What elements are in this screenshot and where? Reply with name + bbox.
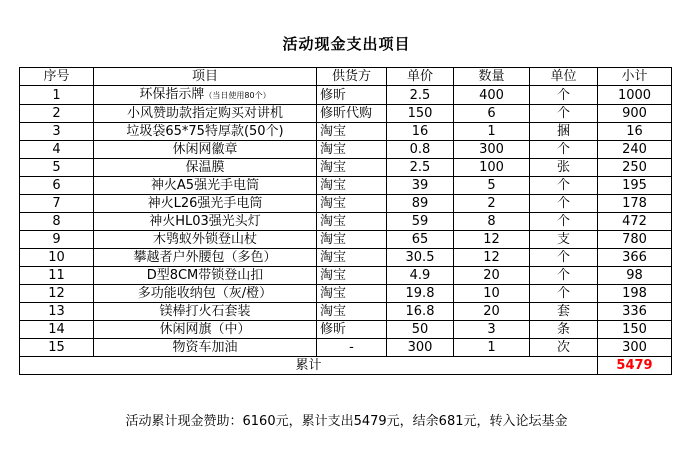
cell-price: 0.8 [387, 141, 454, 159]
cell-subtotal: 366 [598, 249, 672, 267]
cell-item [94, 141, 317, 159]
table-row [20, 213, 672, 231]
cell-subtotal: 780 [598, 231, 672, 249]
cell-subtotal: 900 [598, 105, 672, 123]
total-label: 累计 [20, 357, 598, 375]
table-row [20, 141, 672, 159]
item-name: D型8CM带锁登山扣 [146, 268, 264, 283]
cell-no: 12 [20, 285, 94, 303]
item-name: 神火HL03强光头灯 [149, 214, 261, 229]
cell-item [94, 321, 317, 339]
item-name: 多功能收纳包（灰/橙） [137, 286, 273, 301]
cell-item [94, 339, 317, 357]
cell-no: 7 [20, 195, 94, 213]
cell-unit: 个 [530, 195, 598, 213]
cell-price: 59 [387, 213, 454, 231]
table-row [20, 159, 672, 177]
cell-unit: 个 [530, 249, 598, 267]
table-row [20, 123, 672, 141]
table-row [20, 105, 672, 123]
cell-supplier: 淘宝 [317, 123, 387, 141]
cell-no: 6 [20, 177, 94, 195]
cell-qty: 100 [454, 159, 530, 177]
cell-subtotal: 16 [598, 123, 672, 141]
cell-unit: 支 [530, 231, 598, 249]
item-name: 小风赞助款指定购买对讲机 [126, 106, 283, 121]
cell-price: 2.5 [387, 159, 454, 177]
table-row [20, 195, 672, 213]
cell-unit: 个 [530, 285, 598, 303]
item-note: （当日使用80个） [204, 91, 271, 100]
cell-subtotal: 472 [598, 213, 672, 231]
table-row [20, 231, 672, 249]
item-name: 木鸮蚁外锁登山杖 [152, 232, 257, 247]
cell-unit: 个 [530, 177, 598, 195]
table-row [20, 303, 672, 321]
cell-item [94, 249, 317, 267]
cell-supplier: 淘宝 [317, 303, 387, 321]
cell-supplier: 淘宝 [317, 249, 387, 267]
cell-supplier: 修昕 [317, 321, 387, 339]
cell-supplier: 淘宝 [317, 141, 387, 159]
cell-unit: 个 [530, 86, 598, 105]
cell-item [94, 303, 317, 321]
cell-supplier: 淘宝 [317, 177, 387, 195]
cell-item [94, 177, 317, 195]
cell-price: 30.5 [387, 249, 454, 267]
cell-supplier: 修昕代购 [317, 105, 387, 123]
cell-no: 1 [20, 86, 94, 105]
cell-unit: 个 [530, 213, 598, 231]
cell-supplier: 淘宝 [317, 285, 387, 303]
total-row [20, 357, 672, 375]
table-row [20, 267, 672, 285]
cell-supplier: 修昕 [317, 86, 387, 105]
page-title: 活动现金支出项目 [282, 35, 411, 53]
cell-subtotal: 300 [598, 339, 672, 357]
header-no: 序号 [20, 68, 94, 86]
header-supplier: 供货方 [317, 68, 387, 86]
cell-subtotal: 195 [598, 177, 672, 195]
cell-item [94, 285, 317, 303]
cell-price: 2.5 [387, 86, 454, 105]
header-price: 单价 [387, 68, 454, 86]
cell-item [94, 159, 317, 177]
cell-unit: 条 [530, 321, 598, 339]
cell-subtotal: 178 [598, 195, 672, 213]
cell-qty: 300 [454, 141, 530, 159]
cell-supplier: 淘宝 [317, 159, 387, 177]
cell-price: 65 [387, 231, 454, 249]
cell-unit: 张 [530, 159, 598, 177]
item-name: 环保指示牌 [139, 87, 205, 102]
cell-item [94, 267, 317, 285]
item-name: 垃圾袋65*75特厚款(50个) [126, 124, 284, 139]
cell-price: 16.8 [387, 303, 454, 321]
cell-supplier: 淘宝 [317, 231, 387, 249]
header-subtotal: 小计 [598, 68, 672, 86]
cell-subtotal: 198 [598, 285, 672, 303]
table-row [20, 321, 672, 339]
cell-no: 14 [20, 321, 94, 339]
item-name: 神火A5强光手电筒 [150, 178, 260, 193]
cell-item [94, 195, 317, 213]
cell-price: 300 [387, 339, 454, 357]
cell-subtotal: 98 [598, 267, 672, 285]
cell-subtotal: 1000 [598, 86, 672, 105]
table-row [20, 285, 672, 303]
cell-item [94, 123, 317, 141]
cell-unit: 次 [530, 339, 598, 357]
total-value: 5479 [598, 357, 672, 375]
header-qty: 数量 [454, 68, 530, 86]
cell-qty: 6 [454, 105, 530, 123]
header-item: 项目 [94, 68, 317, 86]
cell-no: 4 [20, 141, 94, 159]
cell-qty: 5 [454, 177, 530, 195]
summary-text: 活动累计现金赞助：6160元，累计支出5479元，结余681元，转入论坛基金 [125, 414, 568, 429]
cell-supplier: 淘宝 [317, 267, 387, 285]
cell-qty: 12 [454, 249, 530, 267]
cell-qty: 2 [454, 195, 530, 213]
cell-subtotal: 240 [598, 141, 672, 159]
cell-price: 89 [387, 195, 454, 213]
cell-qty: 10 [454, 285, 530, 303]
cell-no: 15 [20, 339, 94, 357]
cell-no: 10 [20, 249, 94, 267]
cell-qty: 400 [454, 86, 530, 105]
table-row [20, 86, 672, 105]
item-name: 神火L26强光手电筒 [147, 196, 263, 211]
cell-no: 2 [20, 105, 94, 123]
cell-price: 4.9 [387, 267, 454, 285]
table-row [20, 249, 672, 267]
cell-item [94, 231, 317, 249]
header-unit: 单位 [530, 68, 598, 86]
cell-qty: 20 [454, 267, 530, 285]
cell-item [94, 105, 317, 123]
cell-subtotal: 336 [598, 303, 672, 321]
item-name: 物资车加油 [172, 340, 238, 355]
cell-qty: 8 [454, 213, 530, 231]
cell-item [94, 86, 317, 105]
cell-price: 150 [387, 105, 454, 123]
item-name: 攀越者户外腰包（多色） [133, 250, 277, 265]
cell-supplier: 淘宝 [317, 213, 387, 231]
cell-price: 16 [387, 123, 454, 141]
cell-no: 5 [20, 159, 94, 177]
item-name: 镁棒打火石套装 [159, 304, 251, 319]
cell-no: 3 [20, 123, 94, 141]
cell-no: 9 [20, 231, 94, 249]
cell-qty: 3 [454, 321, 530, 339]
cell-price: 19.8 [387, 285, 454, 303]
cell-no: 8 [20, 213, 94, 231]
cell-unit: 套 [530, 303, 598, 321]
cell-qty: 1 [454, 123, 530, 141]
cell-price: 50 [387, 321, 454, 339]
cell-price: 39 [387, 177, 454, 195]
cell-qty: 20 [454, 303, 530, 321]
item-name: 保温膜 [185, 160, 225, 175]
cell-unit: 捆 [530, 123, 598, 141]
table-row [20, 339, 672, 357]
cell-no: 13 [20, 303, 94, 321]
cell-qty: 12 [454, 231, 530, 249]
cell-no: 11 [20, 267, 94, 285]
cell-subtotal: 250 [598, 159, 672, 177]
cell-unit: 个 [530, 267, 598, 285]
cell-qty: 1 [454, 339, 530, 357]
item-name: 休闲网徽章 [172, 142, 238, 157]
table-header-row [20, 68, 672, 86]
cell-subtotal: 150 [598, 321, 672, 339]
cell-unit: 个 [530, 141, 598, 159]
expense-table [19, 67, 672, 375]
cell-supplier: 淘宝 [317, 195, 387, 213]
cell-supplier: - [317, 339, 387, 357]
item-name: 休闲网旗（中） [159, 322, 251, 337]
table-row [20, 177, 672, 195]
cell-unit: 个 [530, 105, 598, 123]
cell-item [94, 213, 317, 231]
